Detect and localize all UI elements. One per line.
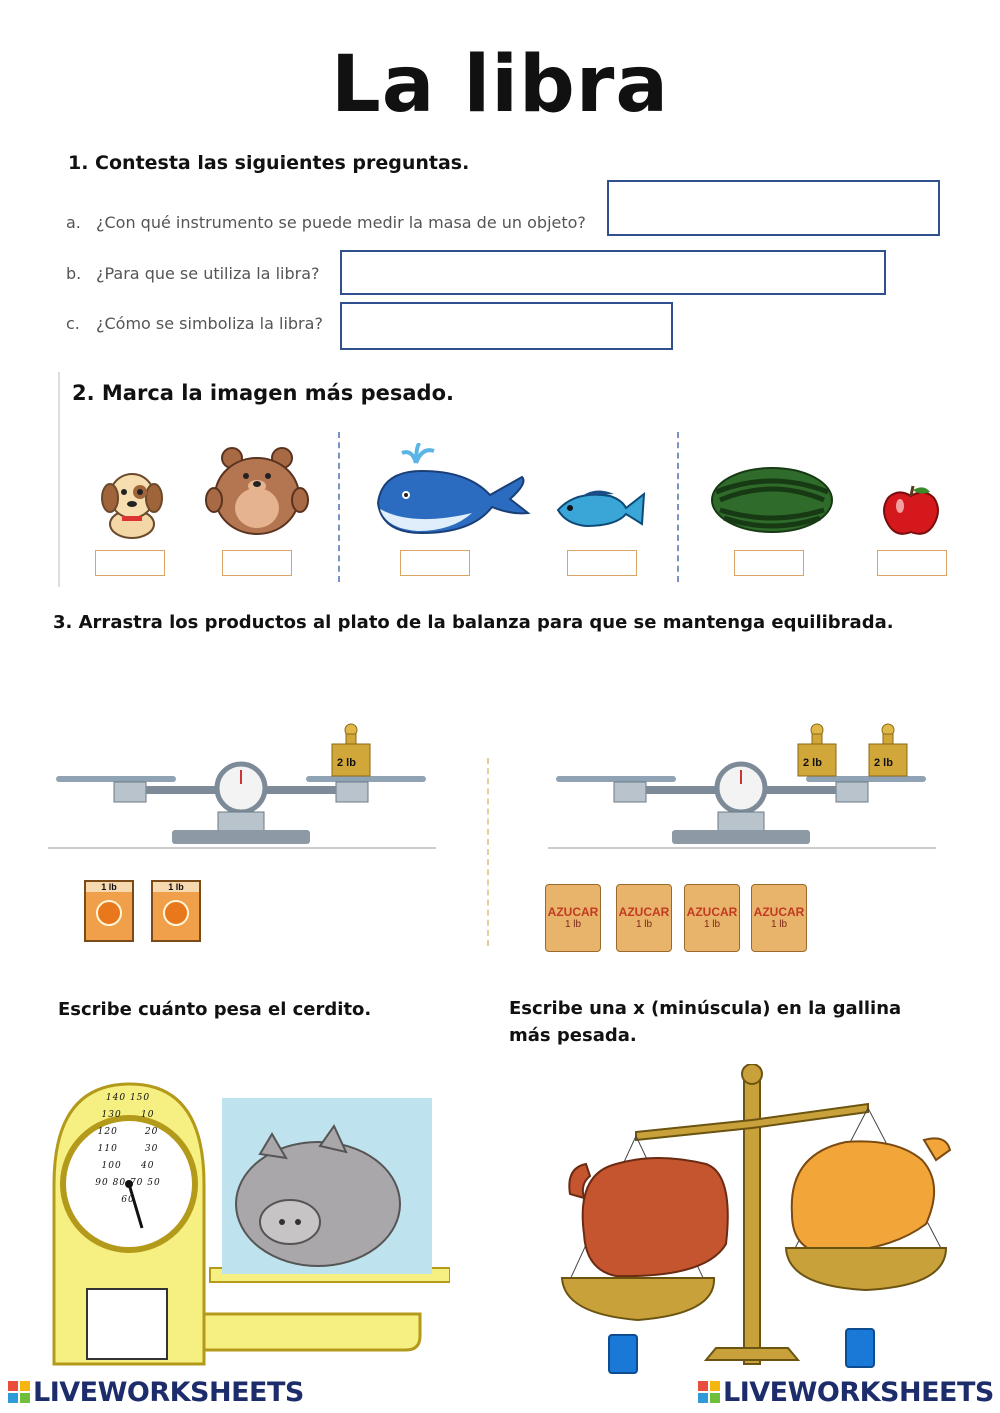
check-apple[interactable] [877, 550, 947, 576]
liveworksheets-logo-icon [698, 1381, 720, 1403]
section2-rule [58, 372, 60, 587]
page-title: La libra [331, 40, 669, 130]
sugar-product-1[interactable] [545, 884, 601, 952]
whale-image [372, 443, 532, 538]
check-fish[interactable] [567, 550, 637, 576]
question-c-letter: c. [66, 314, 80, 333]
sugar-brand-1: AZUCAR [547, 905, 599, 919]
can-product-1[interactable] [84, 880, 134, 942]
sugar-label-3: 1 lb [703, 919, 721, 930]
can-label-1: 1 lb [86, 882, 132, 892]
weight-label-right-1: 2 lb [803, 757, 822, 769]
sugar-product-2[interactable] [616, 884, 672, 952]
sugar-label-2: 1 lb [635, 919, 653, 930]
question-c [66, 314, 323, 333]
check-whale[interactable] [400, 550, 470, 576]
hens-instruction-line-1: Escribe una x (minúscula) en la gallina [509, 998, 902, 1019]
can-product-2[interactable] [151, 880, 201, 942]
check-dog[interactable] [95, 550, 165, 576]
sugar-brand-4: AZUCAR [753, 905, 805, 919]
question-a-text: ¿Con qué instrumento se puede medir la masa de un objeto? [96, 213, 586, 232]
check-watermelon[interactable] [734, 550, 804, 576]
section2-heading: 2. Marca la imagen más pesado. [72, 381, 454, 405]
footer-logo-left [8, 1377, 304, 1408]
sugar-product-3[interactable] [684, 884, 740, 952]
sugar-label-4: 1 lb [770, 919, 788, 930]
question-a [66, 213, 586, 232]
can-fruit-icon-2 [163, 900, 189, 926]
sugar-label-1: 1 lb [564, 919, 582, 930]
question-a-letter: a. [66, 213, 81, 232]
dog-image [92, 462, 172, 542]
hen-right-check[interactable] [845, 1328, 875, 1368]
answer-b-input[interactable] [340, 250, 886, 295]
weight-label-left: 2 lb [337, 757, 356, 769]
section3-heading: 3. Arrastra los productos al plato de la balanza para que se mantenga equilibrada. [53, 612, 894, 633]
balance-right [546, 720, 938, 852]
sugar-brand-2: AZUCAR [618, 905, 670, 919]
question-c-text: ¿Cómo se simboliza la libra? [96, 314, 323, 333]
answer-c-input[interactable] [340, 302, 673, 350]
bear-image [204, 444, 310, 540]
footer-logo-right [698, 1377, 994, 1408]
watermelon-image [710, 466, 834, 534]
sugar-product-4[interactable] [751, 884, 807, 952]
section1-heading: 1. Contesta las siguientes preguntas. [68, 152, 470, 174]
dial-number-row-6: 90 80 70 50 60 [95, 1178, 161, 1205]
can-label-2: 1 lb [153, 882, 199, 892]
footer-right-text: LIVEWORKSHEETS [723, 1377, 994, 1408]
dial-number-row-1: 140 150 [105, 1093, 151, 1103]
question-b [66, 264, 319, 283]
sugar-brand-3: AZUCAR [686, 905, 738, 919]
divider-1 [338, 432, 340, 582]
weight-label-right-2: 2 lb [874, 757, 893, 769]
question-b-text: ¿Para que se utiliza la libra? [96, 264, 320, 283]
footer-left-text: LIVEWORKSHEETS [33, 1377, 304, 1408]
liveworksheets-logo-icon [8, 1381, 30, 1403]
hens-instruction-line-2: más pesada. [509, 1025, 637, 1046]
pig-weight-input[interactable] [86, 1288, 168, 1360]
dial-numbers [88, 1090, 168, 1209]
check-bear[interactable] [222, 550, 292, 576]
fish-image [556, 486, 646, 532]
dial-number-row-5: 100 40 [101, 1161, 155, 1171]
dial-number-row-4: 110 30 [97, 1144, 159, 1154]
apple-image [880, 484, 942, 538]
hen-balance-image [556, 1064, 956, 1376]
answer-a-input[interactable] [607, 180, 940, 236]
hen-left-check[interactable] [608, 1334, 638, 1374]
dial-number-row-2: 130 10 [101, 1110, 155, 1120]
hens-instruction [509, 995, 901, 1049]
question-b-letter: b. [66, 264, 82, 283]
balance-left [46, 720, 438, 852]
divider-2 [677, 432, 679, 582]
can-fruit-icon-1 [96, 900, 122, 926]
dial-number-row-3: 120 20 [97, 1127, 159, 1137]
pig-instruction: Escribe cuánto pesa el cerdito. [58, 999, 372, 1020]
divider-3 [487, 758, 489, 946]
